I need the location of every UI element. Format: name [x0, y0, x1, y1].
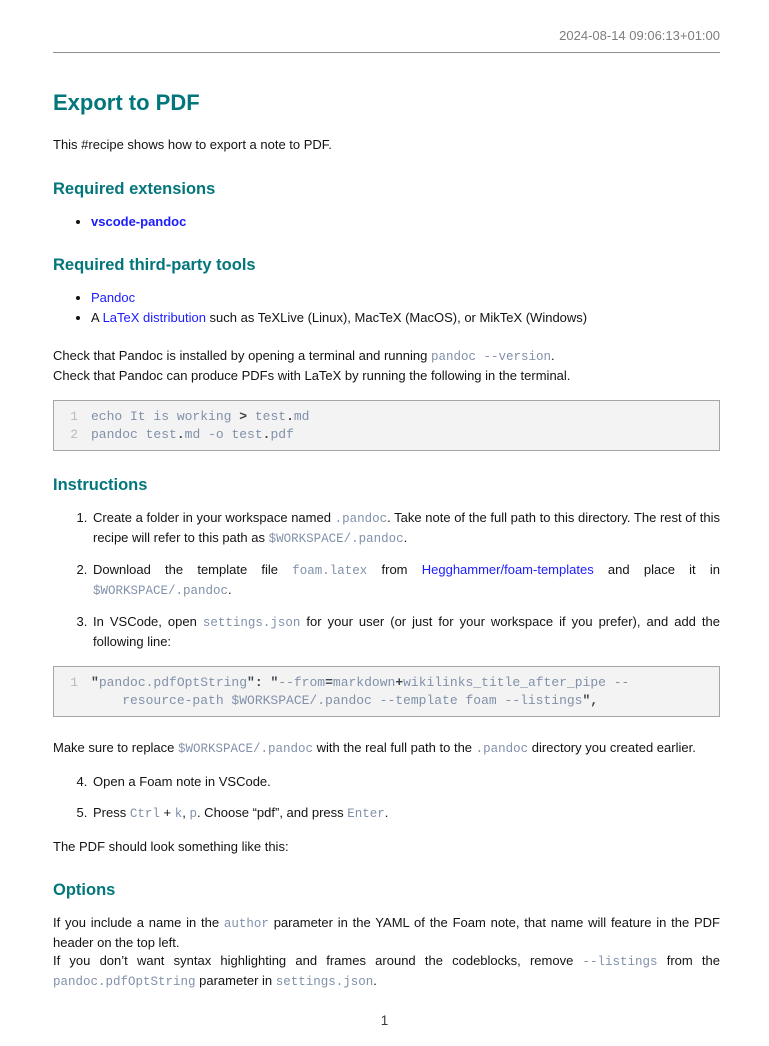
code-text: resource-path $WORKSPACE/.pandoc --template foam --listings",: [91, 692, 599, 708]
section-heading: Required third-party tools: [53, 256, 256, 274]
inline-code: author: [223, 917, 269, 931]
header-timestamp: 2024-08-14 09:06:13+01:00: [559, 28, 720, 43]
line-number: 1: [70, 675, 78, 690]
code-line: [62, 408, 711, 426]
inline-code: $WORKSPACE/.pandoc: [93, 583, 229, 598]
page-number: 1: [380, 1013, 389, 1028]
inline-code: settings.json: [202, 616, 301, 630]
header-rule: [53, 52, 720, 53]
page-footer: [0, 1013, 769, 1028]
line-number: 2: [70, 426, 78, 442]
inline-code: .pandoc: [334, 512, 388, 526]
inline-code: p: [189, 807, 197, 821]
list-item: • A LaTeX distribution such as TeXLive (Linux), MacTeX (MacOS), or MikTeX (Windows): [91, 309, 720, 328]
section-heading: Instructions: [53, 476, 148, 494]
code-line: [62, 674, 711, 692]
code-block: [53, 400, 720, 451]
inline-code: pandoc --version: [430, 350, 551, 364]
inline-code: $WORKSPACE/.pandoc: [268, 531, 404, 546]
list-item: 2. Download the template file foam.latex from Hegghammer/foam-templates and place it in $WORKSPACE/.pandoc.: [91, 561, 720, 600]
numbered-list: [53, 773, 720, 824]
list-item: 5. Press Ctrl + k, p. Choose “pdf”, and press Enter.: [91, 804, 720, 824]
inline-code: Enter: [347, 807, 385, 821]
inline-code: k: [174, 807, 183, 821]
list-item: [91, 213, 720, 232]
code-line: [62, 426, 711, 444]
document-body: [53, 90, 720, 991]
list-item: [91, 289, 720, 308]
line-number: 1: [70, 409, 78, 424]
list-item: 3. In VSCode, open settings.json for your user (or just for your workspace if you prefer), and add the following line:: [91, 613, 720, 651]
bullet-list: [53, 213, 720, 232]
page-header: [53, 0, 720, 53]
document-title: Export to PDF: [53, 90, 200, 115]
numbered-list: [53, 509, 720, 651]
section-heading: Required extensions: [53, 179, 216, 198]
paragraph: If you include a name in the author parameter in the YAML of the Foam note, that name will feature in the PDF header on the top left. If you don’t want syntax highlighting and frames around the codeblocks, remove --listings from the pandoc.pdfOptString parameter in settings.json.: [53, 915, 721, 989]
code-text: pandoc test.md -o test.pdf: [91, 426, 294, 442]
code-line: [62, 692, 711, 710]
page-content: [53, 0, 720, 1005]
inline-code: foam.latex: [292, 564, 368, 578]
inline-code: Ctrl: [129, 807, 160, 821]
inline-code: .pandoc: [475, 742, 529, 756]
inline-code: $WORKSPACE/.pandoc: [178, 742, 314, 756]
inline-code: settings.json: [275, 974, 374, 989]
hyperlink[interactable]: LaTeX distribution: [102, 309, 206, 325]
paragraph: Check that Pandoc is installed by opening a terminal and running pandoc --version. Check that Pandoc can produce PDFs with LaTeX by running the following in the terminal.: [53, 348, 571, 383]
paragraph: Make sure to replace $WORKSPACE/.pandoc with the real full path to the .pandoc directory you created earlier.: [53, 740, 696, 756]
inline-code: pandoc.pdfOptString: [53, 974, 196, 989]
list-item: 4. Open a Foam note in VSCode.: [91, 773, 720, 792]
hyperlink[interactable]: Pandoc: [91, 290, 136, 305]
hyperlink[interactable]: vscode-pandoc: [91, 213, 187, 229]
paragraph: The PDF should look something like this:: [53, 838, 289, 854]
section-heading: Options: [53, 881, 116, 899]
hyperlink[interactable]: Hegghammer/foam-templates: [421, 562, 594, 577]
code-text: echo It is working > test.md: [91, 409, 310, 424]
code-text: "pandoc.pdfOptString": "--from=markdown+wikilinks_title_after_pipe --: [91, 675, 630, 690]
paragraph: This #recipe shows how to export a note to PDF.: [53, 137, 332, 152]
bullet-list: [53, 289, 720, 327]
inline-code: --listings: [582, 955, 658, 969]
code-block: [53, 666, 720, 717]
list-item: 1. Create a folder in your workspace named .pandoc. Take note of the full path to this directory. The rest of this recipe will refer to this path as $WORKSPACE/.pandoc.: [91, 509, 720, 548]
